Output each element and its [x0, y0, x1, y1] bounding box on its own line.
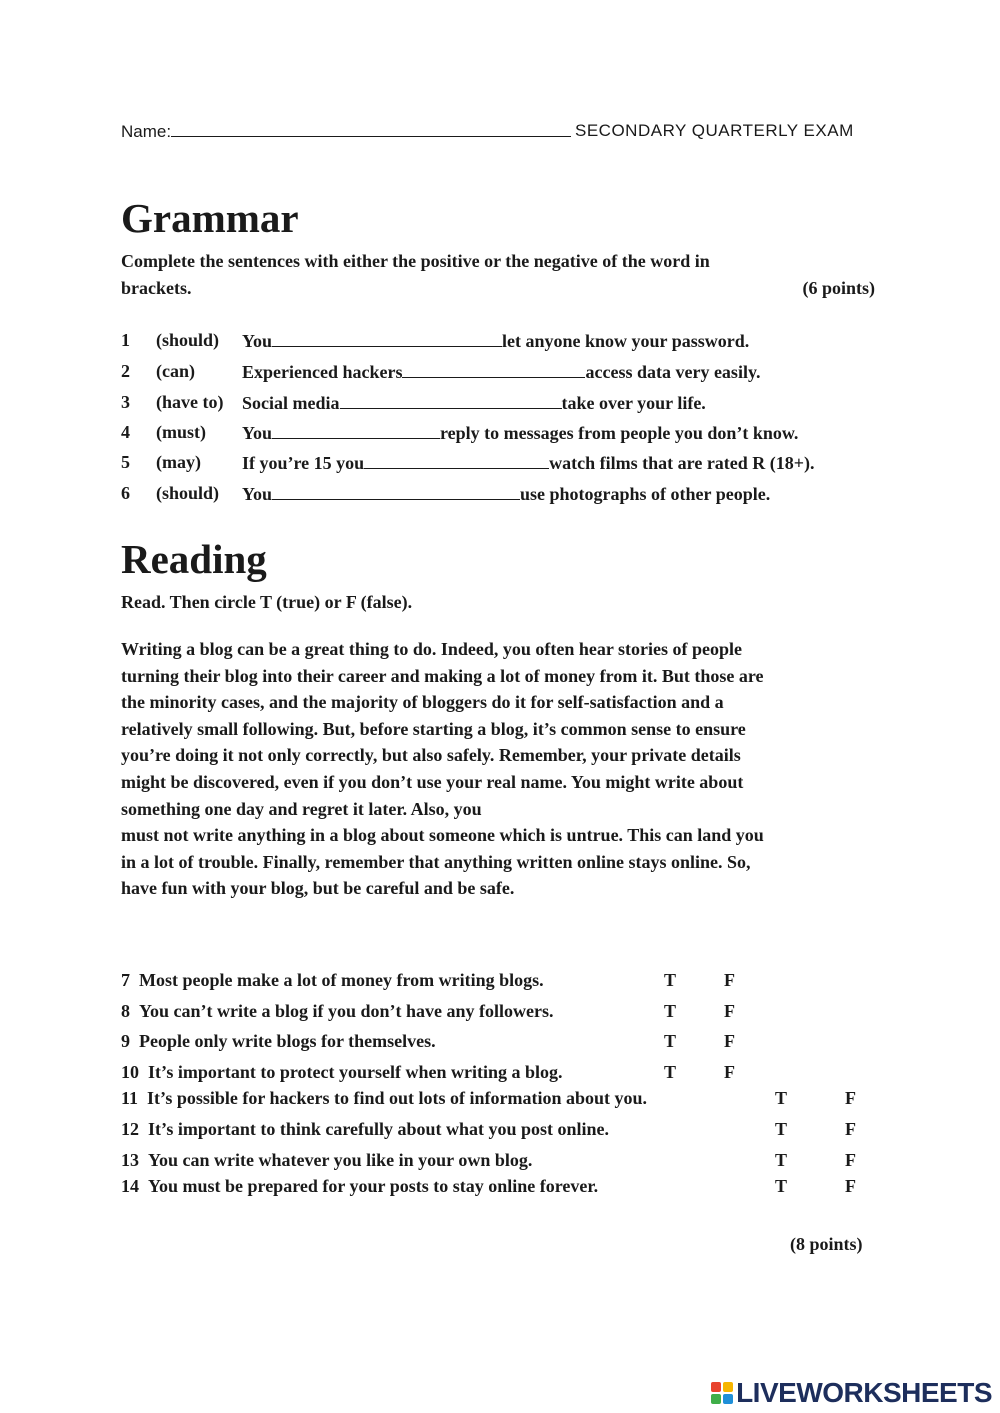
logo-text: LIVEWORKSHEETS [736, 1377, 992, 1408]
false-option[interactable]: F [724, 1062, 735, 1082]
item-number: 1 [121, 330, 130, 350]
passage-line: have fun with your blog, but be careful and be safe. [121, 878, 515, 899]
passage-line: you’re doing it not only correctly, but also safely. Remember, your private details [121, 745, 741, 766]
item-text-after: watch films that are rated R (18+). [549, 453, 815, 473]
passage-line: something one day and regret it later. Also, you [121, 798, 482, 819]
question-text: You can’t write a blog if you don’t have any followers. [139, 1001, 554, 1021]
item-text-after: take over your life. [561, 393, 706, 413]
passage-line: relatively small following. But, before starting a blog, it’s common sense to ensure [121, 718, 746, 739]
question-text: You must be prepared for your posts to stay online forever. [148, 1176, 599, 1196]
item-text-before: If you’re 15 you [242, 453, 365, 473]
item-text-before: Social media [242, 393, 340, 413]
reading-points: (8 points) [790, 1234, 863, 1254]
item-text-before: You [242, 331, 273, 351]
liveworksheets-logo [711, 1377, 992, 1409]
logo-mark-icon [711, 1382, 733, 1404]
answer-blank[interactable] [364, 452, 549, 469]
item-text-after: use photographs of other people. [520, 484, 771, 504]
item-verb: (should) [156, 483, 220, 503]
reading-instruction: Read. Then circle T (true) or F (false). [121, 592, 413, 612]
false-option[interactable]: F [845, 1088, 856, 1108]
item-verb: (should) [156, 330, 220, 350]
question-text: Most people make a lot of money from writing blogs. [139, 970, 544, 990]
passage-line: must not write anything in a blog about someone which is untrue. This can land you [121, 825, 764, 846]
question-number: 12 [121, 1119, 139, 1139]
passage-line: the minority cases, and the majority of bloggers do it for self-satisfaction and a [121, 692, 724, 713]
false-option[interactable]: F [845, 1150, 856, 1170]
name-field[interactable] [171, 121, 571, 137]
false-option[interactable]: F [845, 1119, 856, 1139]
question-number: 8 [121, 1001, 130, 1021]
answer-blank[interactable] [402, 361, 585, 378]
question-number: 9 [121, 1031, 130, 1051]
passage-line: in a lot of trouble. Finally, remember that anything written online stays online. So, [121, 851, 751, 872]
grammar-instruction [121, 248, 881, 302]
item-number: 6 [121, 483, 130, 503]
grammar-instruction-line1: Complete the sentences with either the positive or the negative of the word in [121, 251, 710, 271]
item-verb: (must) [156, 422, 206, 442]
item-number: 5 [121, 452, 130, 472]
true-option[interactable]: T [664, 1001, 677, 1021]
true-option[interactable]: T [775, 1119, 788, 1139]
item-text-before: You [242, 423, 273, 443]
question-text: It’s possible for hackers to find out lots of information about you. [147, 1088, 648, 1108]
answer-blank[interactable] [272, 422, 440, 439]
name-label: Name: [121, 122, 172, 141]
false-option[interactable]: F [724, 1031, 735, 1051]
question-number: 13 [121, 1150, 139, 1170]
grammar-points: (6 points) [802, 278, 875, 298]
true-option[interactable]: T [664, 1062, 677, 1082]
passage-line: might be discovered, even if you don’t use your real name. You might write about [121, 771, 744, 792]
question-number: 7 [121, 970, 130, 990]
grammar-heading: Grammar [121, 195, 299, 241]
exam-title: SECONDARY QUARTERLY EXAM [575, 121, 854, 140]
false-option[interactable]: F [724, 970, 735, 990]
grammar-instruction-line2: brackets. [121, 278, 192, 298]
question-number: 14 [121, 1176, 139, 1196]
true-option[interactable]: T [664, 1031, 677, 1051]
false-option[interactable]: F [845, 1176, 856, 1196]
true-option[interactable]: T [775, 1176, 788, 1196]
item-number: 2 [121, 361, 130, 381]
answer-blank[interactable] [272, 330, 502, 347]
answer-blank[interactable] [340, 392, 562, 409]
question-text: It’s important to protect yourself when writing a blog. [148, 1062, 563, 1082]
reading-heading: Reading [121, 536, 267, 582]
true-option[interactable]: T [775, 1150, 788, 1170]
passage-line: turning their blog into their career and making a lot of money from it. But those are [121, 665, 764, 686]
item-text-before: You [242, 484, 273, 504]
true-option[interactable]: T [775, 1088, 788, 1108]
question-text: People only write blogs for themselves. [139, 1031, 436, 1051]
name-line [121, 121, 571, 142]
false-option[interactable]: F [724, 1001, 735, 1021]
true-option[interactable]: T [664, 970, 677, 990]
passage-line: Writing a blog can be a great thing to do. Indeed, you often hear stories of people [121, 639, 743, 659]
reading-passage [121, 636, 861, 902]
item-verb: (can) [156, 361, 195, 381]
question-number: 10 [121, 1062, 139, 1082]
question-text: You can write whatever you like in your own blog. [148, 1150, 533, 1170]
question-number: 11 [121, 1088, 139, 1108]
item-verb: (may) [156, 452, 201, 472]
item-text-after: let anyone know your password. [502, 331, 750, 351]
item-text-after: access data very easily. [585, 362, 761, 382]
item-text-before: Experienced hackers [242, 362, 403, 382]
item-verb: (have to) [156, 392, 224, 412]
item-text-after: reply to messages from people you don’t know. [440, 423, 799, 443]
question-text: It’s important to think carefully about what you post online. [148, 1119, 610, 1139]
item-number: 4 [121, 422, 130, 442]
answer-blank[interactable] [272, 483, 520, 500]
item-number: 3 [121, 392, 130, 412]
